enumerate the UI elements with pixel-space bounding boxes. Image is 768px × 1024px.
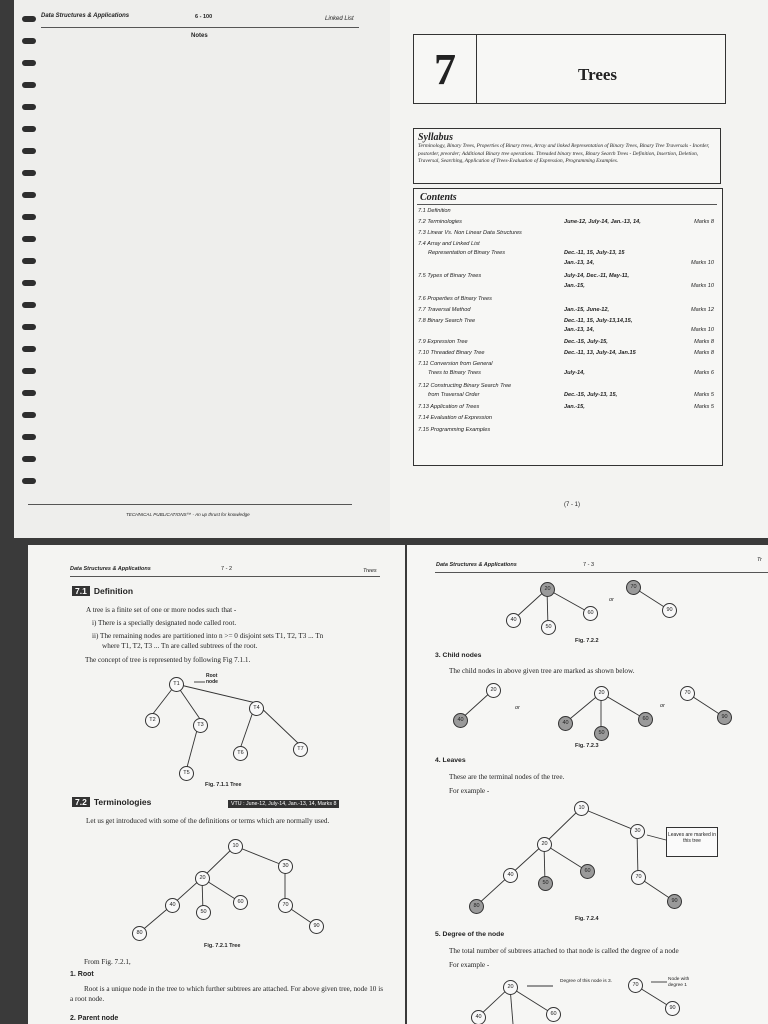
tree-node: T6	[233, 746, 248, 761]
tree-node: 80	[132, 926, 147, 941]
contents-entry-marks: Marks 8	[694, 339, 714, 345]
syllabus-box	[413, 128, 721, 184]
contents-entry-marks: Marks 10	[690, 283, 714, 289]
contents-entry-title: 7.10 Threaded Binary Tree	[418, 350, 485, 356]
syllabus-heading: Syllabus	[418, 132, 454, 143]
contents-entry-dates: Jan.-15, June-12,	[564, 307, 610, 313]
tree-node: 40	[471, 1010, 486, 1024]
definition-item-i: i) There is a specially designated node called root.	[92, 619, 237, 627]
tree-node: 40	[453, 713, 468, 728]
fig-7-2-2-caption: Fig. 7.2.2	[575, 638, 599, 644]
tree-node: T4	[249, 701, 264, 716]
contents-entry-title: Representation of Binary Trees	[428, 250, 506, 256]
contents-entry-dates: Jan.-13, 14,	[564, 327, 595, 333]
contents-entry-dates: Jan.-15,	[564, 283, 585, 289]
vtu-badge: VTU : June-12, July-14, Jan.-13, 14, Marks 8	[228, 800, 339, 808]
definition-item-ii-cont: where T1, T2, T3 ... Tn are called subtrees of the root.	[102, 642, 258, 650]
contents-entry-marks: Marks 10	[690, 260, 714, 266]
contents-entry-dates: Dec.-11, 15, July-13,14,15,	[564, 318, 633, 324]
contents-entry-dates: Dec.-11, 15, July-13, 15	[564, 250, 625, 256]
contents-entry-title: from Traversal Order	[428, 392, 480, 398]
tree-node: 90	[309, 919, 324, 934]
chapter-opening-page	[390, 0, 768, 538]
contents-entry-dates: June-12, July-14, Jan.-13, 14,	[564, 219, 641, 225]
contents-entry-title: 7.9 Expression Tree	[418, 339, 468, 345]
contents-entry-title: 7.1 Definition	[418, 208, 451, 214]
tree-node: 60	[583, 606, 598, 621]
header-page-number: 6 - 100	[195, 14, 213, 20]
page-7-2	[28, 545, 405, 1024]
tree-node: 20	[486, 683, 501, 698]
contents-entry-title: 7.5 Types of Binary Trees	[418, 273, 482, 279]
tree-node: 20	[537, 837, 552, 852]
contents-entry-dates: July-14,	[564, 370, 585, 376]
tree-node: 70	[626, 580, 641, 595]
tree-node: 90	[665, 1001, 680, 1016]
or-label-3: or	[660, 703, 665, 709]
contents-entry-title: 7.3 Linear Vs. Non Linear Data Structures	[418, 230, 522, 236]
tree-node: 20	[540, 582, 555, 597]
tree-node: 10	[228, 839, 243, 854]
leaves-note-box: Leaves are marked in this tree	[666, 827, 718, 857]
contents-entry-marks: Marks 10	[690, 327, 714, 333]
contents-entry-marks: Marks 6	[694, 370, 714, 376]
header-left: Data Structures & Applications	[436, 562, 517, 568]
contents-entry-marks: Marks 12	[690, 307, 714, 313]
tree-node: T3	[193, 718, 208, 733]
contents-entry-title: Trees to Binary Trees	[428, 370, 481, 376]
fig-7-2-1-edges	[28, 545, 405, 1024]
tree-node: 50	[541, 620, 556, 635]
example-text-1: For example -	[449, 787, 490, 795]
contents-entry-title: 7.6 Properties of Binary Trees	[418, 296, 492, 302]
from-fig-text: From Fig. 7.2.1,	[84, 958, 131, 966]
tree-node: 40	[506, 613, 521, 628]
chapter-title: Trees	[578, 65, 618, 84]
tree-node: 30	[278, 859, 293, 874]
tree-node: 70	[631, 870, 646, 885]
header-right: Trees	[363, 568, 377, 574]
tree-node: T2	[145, 713, 160, 728]
tree-node: 50	[594, 726, 609, 741]
root-heading: 1. Root	[70, 971, 94, 978]
contents-entry-dates: Dec.-15, July-15,	[564, 339, 608, 345]
tree-node: 20	[594, 686, 609, 701]
header-left: Data Structures & Applications	[70, 566, 151, 572]
contents-entry-dates: Jan.-13, 14,	[564, 260, 595, 266]
tree-node: T1	[169, 677, 184, 692]
tree-node: 80	[469, 899, 484, 914]
section-7-2-heading: 7.2 Terminologies	[72, 797, 151, 807]
tree-node: 20	[503, 980, 518, 995]
contents-entry-marks: Marks 5	[694, 392, 714, 398]
tree-node: 60	[546, 1007, 561, 1022]
fig-7-2-4-caption: Fig. 7.2.4	[575, 916, 599, 922]
fig-7-2-1-caption: Fig. 7.2.1 Tree	[204, 943, 241, 949]
contents-entry-dates: July-14, Dec.-11, May-11,	[564, 273, 630, 279]
tree-node: 40	[165, 898, 180, 913]
header-page-number: 7 - 3	[583, 562, 595, 568]
header-left: Data Structures & Applications	[41, 13, 130, 19]
tree-node: 50	[196, 905, 211, 920]
header-right: Tr	[757, 557, 762, 563]
root-text: Root is a unique node in the tree to which further subtrees are attached. For above given tree, node 10 is a root node.	[70, 985, 383, 1003]
degree-label-1: Degree of this node is 3.	[560, 979, 612, 984]
leaves-text: These are the terminal nodes of the tree.	[449, 773, 565, 781]
leaves-heading: 4. Leaves	[435, 757, 466, 764]
example-text-2: For example -	[449, 961, 490, 969]
contents-entry-title: 7.4 Array and Linked List	[418, 241, 480, 247]
page-number: (7 - 1)	[564, 502, 581, 508]
degree-heading: 5. Degree of the node	[435, 931, 505, 938]
contents-entry-marks: Marks 5	[694, 404, 714, 410]
definition-item-ii: ii) The remaining nodes are partitioned into n >= 0 disjoint sets T1, T2, T3 ... Tn	[92, 632, 324, 640]
chapter-title-box	[413, 34, 726, 104]
tree-node: 40	[558, 716, 573, 731]
tree-node: 30	[630, 824, 645, 839]
contents-entry-dates: Dec.-11, 13, July-14, Jan.15	[564, 350, 636, 356]
definition-intro: A tree is a finite set of one or more nodes such that -	[86, 606, 237, 614]
tree-node: 90	[717, 710, 732, 725]
tree-node: 50	[538, 876, 553, 891]
contents-entry-marks: Marks 8	[694, 219, 714, 225]
tree-node: T5	[179, 766, 194, 781]
header-page-number: 7 - 2	[221, 566, 233, 572]
fig-7-2-3-caption: Fig. 7.2.3	[575, 743, 599, 749]
concept-text: The concept of tree is represented by following Fig 7.1.1.	[85, 656, 251, 664]
spiral-binding	[14, 0, 44, 538]
contents-entry-title: 7.8 Binary Search Tree	[418, 318, 476, 324]
footer-text: TECHNICAL PUBLICATIONS™ - An up thrust for knowledge	[126, 512, 250, 517]
contents-entry-title: 7.7 Traversal Method	[418, 307, 471, 313]
tree-node: 60	[580, 864, 595, 879]
contents-entry-title: 7.11 Conversion from General	[418, 361, 493, 367]
section-7-1-heading: 7.1 Definition	[72, 586, 133, 596]
or-label-2: or	[515, 705, 520, 711]
notes-label: Notes	[191, 33, 208, 39]
child-nodes-text: The child nodes in above given tree are marked as shown below.	[449, 667, 635, 675]
contents-entry-title: 7.15 Programming Examples	[418, 427, 491, 433]
terminology-intro: Let us get introduced with some of the definitions or terms which are normally used.	[86, 817, 330, 825]
tree-node: 90	[667, 894, 682, 909]
contents-entry-marks: Marks 8	[694, 350, 714, 356]
parent-node-heading: 2. Parent node	[70, 1015, 119, 1022]
degree-label-2: Node with degree 1	[668, 977, 690, 988]
syllabus-text: Terminology, Binary Trees, Properties of Binary trees, Array and linked Representation of Binary Trees, Binary Tree Traversals - Inorder, postorder, preorder; Additional Binary tree operations. Threaded binary trees, Binary Search Trees - Definition, Insertion, Deletion, Traversal, Searching, Application of Trees-Evaluation of Expression, Programming Examples.	[418, 143, 710, 165]
header-right: Linked List	[325, 16, 354, 22]
notes-page	[14, 0, 390, 538]
tree-node: 20	[195, 871, 210, 886]
child-nodes-heading: 3. Child nodes	[435, 652, 482, 659]
contents-entry-dates: Jan.-15,	[564, 404, 585, 410]
tree-node: 70	[628, 978, 643, 993]
contents-entry-dates: Dec.-15, July-13, 15,	[564, 392, 618, 398]
page-7-3	[407, 545, 768, 1024]
contents-entry-title: 7.12 Constructing Binary Search Tree	[418, 383, 512, 389]
degree-text: The total number of subtrees attached to that node is called the degree of a node	[449, 947, 679, 955]
tree-node: 60	[233, 895, 248, 910]
tree-node: 70	[278, 898, 293, 913]
tree-node: 60	[638, 712, 653, 727]
tree-node: 40	[503, 868, 518, 883]
chapter-number: 7	[414, 35, 477, 103]
fig-7-1-1-caption: Fig. 7.1.1 Tree	[205, 782, 242, 788]
tree-node: 10	[574, 801, 589, 816]
root-node-label: Root node	[206, 673, 218, 685]
or-label-1: or	[609, 597, 614, 603]
tree-node: 90	[662, 603, 677, 618]
contents-heading: Contents	[420, 192, 457, 203]
contents-entry-title: 7.13 Application of Trees	[418, 404, 480, 410]
tree-node: 70	[680, 686, 695, 701]
tree-node: T7	[293, 742, 308, 757]
contents-entry-title: 7.2 Terminologies	[418, 219, 462, 225]
contents-entry-title: 7.14 Evaluation of Expression	[418, 415, 493, 421]
contents-box	[413, 188, 723, 466]
